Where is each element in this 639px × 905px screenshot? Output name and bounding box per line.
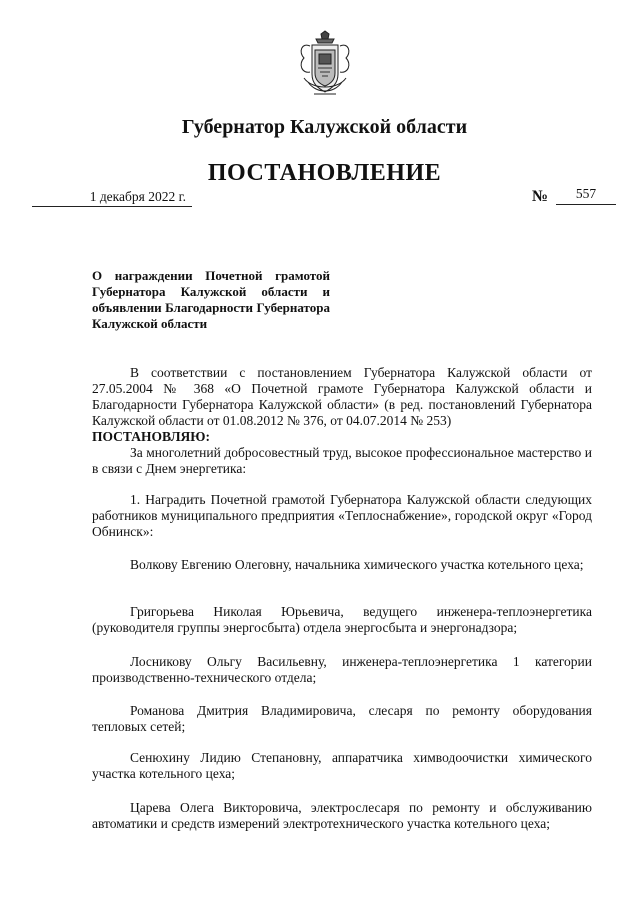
- awardee-item: Царева Олега Викторовича, электрослесаря по ремонту и обслуживанию автоматики и средств измерений электротехнического участка котельного цеха;: [92, 800, 592, 831]
- coat-of-arms-icon: [294, 30, 356, 100]
- document-type-heading: ПОСТАНОВЛЕНИЕ: [207, 160, 442, 186]
- document-number: 557: [556, 186, 616, 205]
- awardee-item: Романова Дмитрия Владимировича, слесаря по ремонту оборудования тепловых сетей;: [92, 703, 592, 734]
- awardee-item: Волкову Евгению Олеговну, начальника химического участка котельного цеха;: [130, 557, 584, 572]
- preamble-text: В соответствии с постановлением Губернатора Калужской области от 27.05.2004 № 368 «О Почетной грамоте Губернатора Калужской области и Благодарности Губернатора Калужской области» (в ред. постановлений Губернатора Калужской области от 01.08.2012 № 376, от 04.07.2014 № 253): [92, 365, 592, 428]
- date-line: [32, 190, 192, 207]
- document-subject: О награждении Почетной грамотой Губернатора Калужской области и объявлении Благодарности Губернатора Калужской области: [92, 268, 330, 331]
- awardee-item: Лосникову Ольгу Васильевну, инженера-теплоэнергетика 1 категории производственно-технического отдела;: [92, 654, 592, 685]
- awardee-item: Сенюхину Лидию Степановну, аппаратчика химводоочистки химического участка котельного цеха;: [92, 750, 592, 781]
- organization-title: Губернатор Калужской области: [181, 116, 468, 138]
- number-label: №: [532, 188, 549, 205]
- document-date: 1 декабря 2022 г.: [89, 189, 186, 204]
- preamble-block: [92, 365, 592, 477]
- point-1: 1. Наградить Почетной грамотой Губернатора Калужской области следующих работников муниципального предприятия «Теплоснабжение», городской округ «Город Обнинск»:: [92, 492, 592, 539]
- reason-text: За многолетний добросовестный труд, высокое профессиональное мастерство и в связи с Днем энергетика:: [92, 445, 592, 476]
- decree-word: ПОСТАНОВЛЯЮ:: [92, 429, 210, 444]
- awardee-item: Григорьева Николая Юрьевича, ведущего инженера-теплоэнергетика (руководителя группы энергосбыта) отдела энергосбыта и энергонадзора;: [92, 604, 592, 635]
